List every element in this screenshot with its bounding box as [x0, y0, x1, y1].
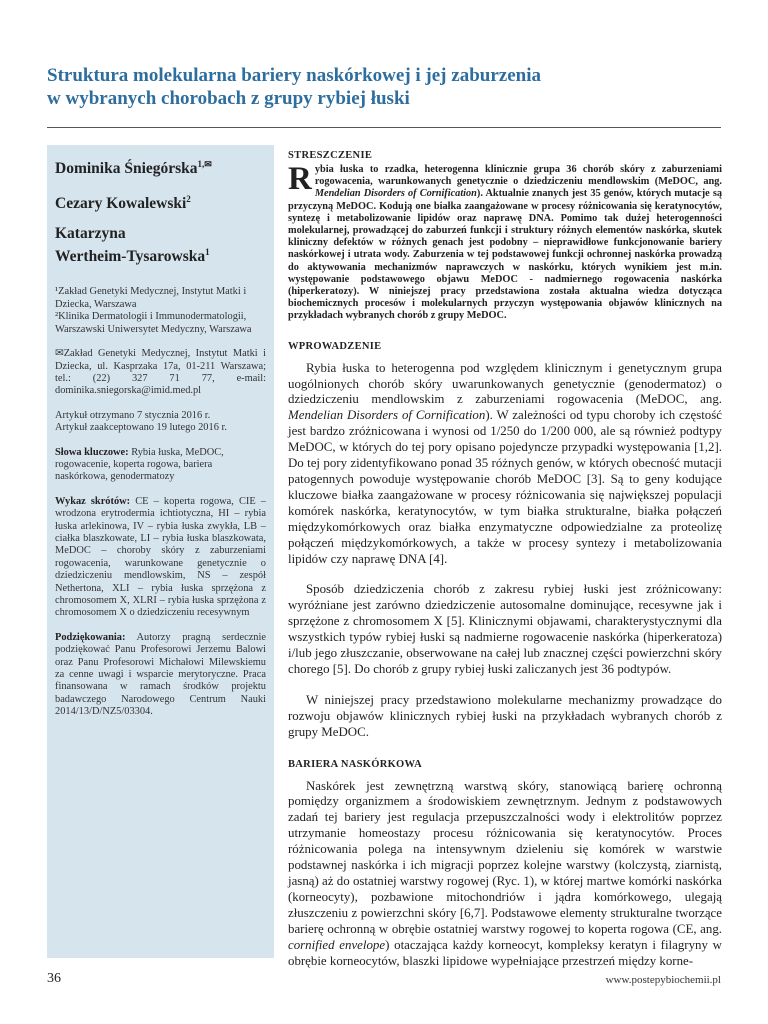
author-2	[55, 190, 266, 213]
correspondence	[55, 348, 266, 398]
abstract-heading: STRESZCZENIE	[288, 150, 373, 161]
intro-paragraph-3: W niniejszej pracy przedstawiono molekularne mechanizmy prowadzące do rozwoju objawów klinicznych rybiej łuski na przykładach wybranych chorób z grupy MeDOC.	[288, 692, 722, 739]
author-2-sup: 2	[186, 194, 191, 205]
author-2-name: Cezary Kowalewski	[55, 195, 187, 213]
abstract-part-2: ). Aktualnie znanych jest 35 genów, których mutacje są przyczyną MeDOC. Kodują one białka zaangażowane w procesy różnicowania się keratynocytów, syntezę i metabolizowanie lipidów oraz naprawę DNA. Pomimo tak dużej heterogenności molekularnej, prowadzącej do zaburzeń funkcji i struktury różnych elementów naskórka, skutek kliniczny defektów w różnych genach jest podobny – nieprawidłowe funkcjonowanie bariery naskórkowej i utrata wody. Zaburzenia w tej podstawowej funkcji ochronnej naskórka prowadzą do aktywowania mechanizmów naprawczych w naskórku, których wynikiem jest m.in. występowanie podstawowego objawu MeDOC - nadmiernego rogowacenia naskórka (hiperkeratozy). W niniejszej pracy przedstawiona została aktualna wiedza dotycząca biochemicznych procesów i molekularnych przyczyn występowania objawów klinicznych na przykładach wybranych chorób z grupy MeDOC.	[288, 188, 722, 322]
abbreviations	[55, 496, 266, 620]
affiliations	[55, 286, 266, 336]
date-accepted: Artykuł zaakceptowano 19 lutego 2016 r.	[55, 422, 227, 434]
article-dates	[55, 410, 266, 435]
barrier-p1-part-b: ) otaczająca każdy korneocyt, kompleksy keratyn i filagryny w obrębie korneocytów, blaszki lipidowe wypełniające przestrzeń między korne-	[288, 937, 722, 968]
barrier-heading: BARIERA NASKÓRKOWA	[288, 758, 423, 770]
acknowledgements-label: Podziękowania:	[55, 631, 126, 643]
barrier-paragraph-1	[288, 779, 722, 970]
author-sidebar	[47, 145, 274, 958]
author-3	[55, 225, 266, 266]
author-1	[55, 155, 266, 178]
acknowledgements-text: Autorzy pragną serdecznie podziękować Panu Profesorowi Jerzemu Balowi oraz Panu Profesorowi Michałowi Milewskiemu za cenne uwagi i wsparcie merytoryczne. Praca finansowana w ramach środków projektu badawczego Narodowego Centrum Nauki 2014/13/D/NZ5/03304.	[55, 631, 267, 718]
author-3-name-line-2: Wertheim-Tysarowska	[55, 248, 206, 266]
date-received: Artykuł otrzymano 7 stycznia 2016 r.	[55, 409, 211, 421]
abbreviations-label: Wykaz skrótów:	[55, 495, 131, 507]
title-divider	[47, 127, 721, 128]
article-title-line-1: Struktura molekularna bariery naskórkowej i jej zaburzenia	[47, 65, 541, 86]
author-3-name-line-1: Katarzyna	[55, 225, 126, 243]
abstract-body	[288, 161, 722, 323]
intro-paragraph-1	[288, 361, 722, 568]
keywords	[55, 447, 266, 484]
author-1-name: Dominika Śniegórska	[55, 160, 198, 178]
keywords-label: Słowa kluczowe:	[55, 446, 129, 458]
keywords-text: Rybia łuska, MeDOC, rogowacenie, koperta rogowa, bariera naskórkowa, genodermatozy	[55, 446, 224, 483]
intro-heading: WPROWADZENIE	[288, 340, 382, 352]
article-title-line-2: w wybranych chorobach z grupy rybiej łuski	[47, 88, 410, 109]
intro-p1-part-a: Rybia łuska to heterogenna pod względem klinicznym i genetycznym grupa uogólnionych chorób skóry uwarunkowanych genetycznie (genodermatoz) o dziedziczeniu mendlowskim z zaburzeniami rogowacenia (MeDOC, ang.	[288, 360, 722, 407]
article-title	[47, 64, 727, 110]
abstract-italic-term: Mendelian Disorders of Cornification	[314, 188, 477, 200]
author-1-sup: 1,✉	[197, 159, 212, 169]
journal-url: www.postepybiochemii.pl	[605, 974, 721, 986]
page-number: 36	[47, 971, 61, 986]
correspondence-address: ✉Zakład Genetyki Medycznej, Instytut Matki i Dziecka, ul. Kasprzaka 17a, 01-211 Warszawa; tel.: (22) 327 71 77, e-mail: dominika.sniegorska@imid.med.pl	[55, 348, 266, 397]
barrier-p1-part-a: Naskórek jest zewnętrzną warstwą skóry, stanowiącą barierę ochronną pomiędzy organizmem a środowiskiem zewnętrznym. Jednym z podstawowych zadań tej bariery jest regulacja przepuszczalności wody i elektrolitów poprzez utrzymanie homeostazy procesu różnicowania się keratynocytów. Proces różnicowania polega na intensywnym dzieleniu się komórek w warstwie podstawnej naskórka i ich migracji poprzez kolejne warstwy (kolczystą, ziarnistą, jasną) aż do ostatniej warstwy rogowej (Ryc. 1), w której martwe komórki naskórka (korneocyty), pozbawione mitochondriów i jądra komórkowego, ulegają złuszczeniu z powierzchni skóry [6,7]. Podstawowe elementy strukturalne tworzące barierę ochronną w obrębie ostatniej warstwy rogowej to koperta rogowa (CE, ang.	[288, 778, 722, 936]
abstract-part-1: ybia łuska to rzadka, heterogenna klinicznie grupa 36 chorób skóry z zaburzeniami rogowacenia, warunkowanych genetycznie o dziedziczeniu mendlowskim (MeDOC, ang.	[314, 164, 722, 188]
main-column	[288, 150, 722, 984]
affiliation-2: ²Klinika Dermatologii i Immunodermatologii, Warszawski Uniwersytet Medyczny, Warszawa	[55, 311, 252, 335]
abbreviations-text: CE – koperta rogowa, CIE – wrodzona erytrodermia ichtiotyczna, HI – rybia łuska arlekinowa, IV – rybia łuska zwykła, LB – ciałka blaszkowate, LI – rybia łuska blaszkowata, MeDOC – choroby skóry z zaburzeniami rogowacenia, warunkowane genetycznie o dziedziczeniu mendlowskim, NS – zespół Nethertona, XLI – rybia łuska sprzężona z chromosomem X, XLRI – rybia łuska sprzężona z chromosomem X o dziedziczeniu recesywnym	[55, 495, 266, 619]
author-3-sup: 1	[205, 247, 210, 258]
intro-p1-part-b: ). W zależności od typu choroby ich częstość jest bardzo zróżnicowana i wynosi od 1/250 do 1/200 000, ale są również podtypy MeDOC, w których do tej pory opisano pojedyncze przypadki występowania [1,2]. Do tej pory zidentyfikowano ponad 35 różnych genów, w których obecność mutacji patogennych powoduje występowanie chorób MeDOC [3]. Są to geny kodujące kluczowe białka zaangażowane w procesy różnicowania się największej populacji komórek naskórka, keratynocytów, w tym białka strukturalne, białka połączeń międzykomórkowych oraz białka enzymatyczne odpowiedzialne za proteolizę połączeń międzykomórkowych, a także w procesy syntezy i metabolizowania lipidów czy naprawę DNA [4].	[288, 408, 722, 566]
barrier-p1-italic-term: cornified envelope	[288, 937, 386, 952]
affiliation-1: ¹Zakład Genetyki Medycznej, Instytut Matki i Dziecka, Warszawa	[55, 286, 247, 310]
abstract-dropcap: R	[288, 161, 312, 197]
intro-paragraph-2: Sposób dziedziczenia chorób z zakresu rybiej łuski jest zróżnicowany: wyróżniane jest zarówno dziedziczenie autosomalne dominujące, recesywne jak i sprzężone z chromosomem X [5]. Klinicznymi objawami, charakterystycznymi dla wszystkich typów rybiej łuski są nadmierne rogowacenie naskórka (hiperkeratoza) i/lub jego złuszczanie, obserwowane na całej lub znacznej części powierzchni skóry chorego [5]. Do chorób z grupy rybiej łuski zaliczanych jest 36 podtypów.	[288, 582, 722, 676]
intro-p1-italic-term: Mendelian Disorders of Cornification	[288, 408, 486, 423]
acknowledgements	[55, 632, 266, 719]
